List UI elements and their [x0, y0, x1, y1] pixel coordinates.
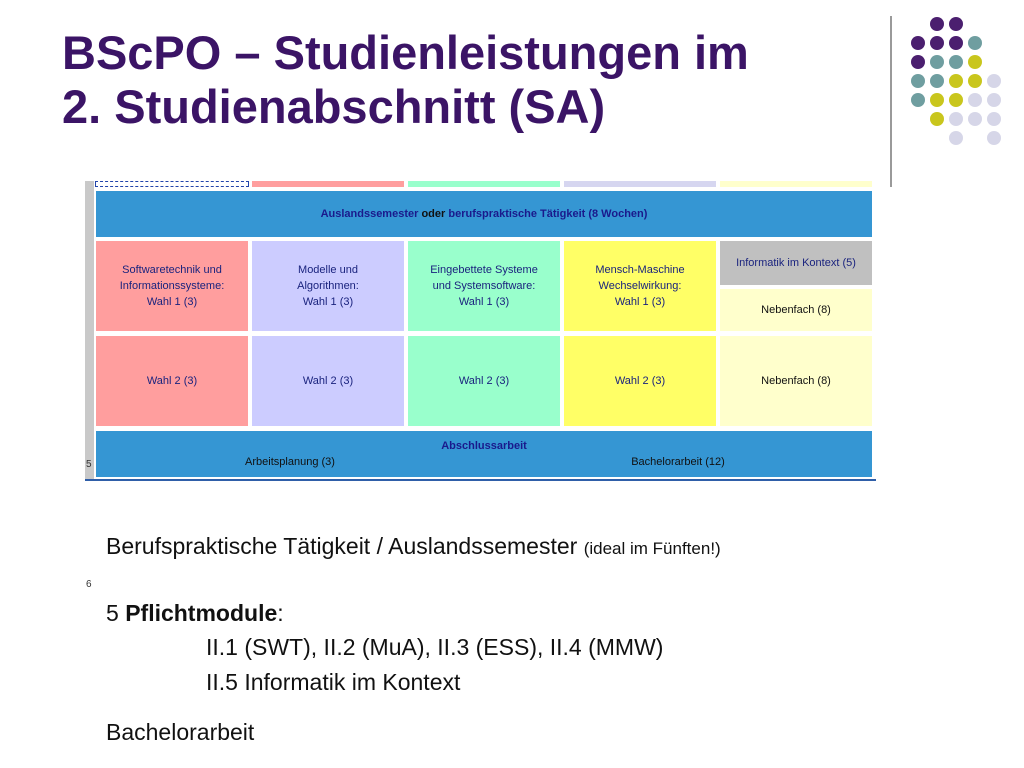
decorative-dot — [987, 93, 1001, 107]
decorative-dot — [968, 93, 982, 107]
prev-row-lavender-cell — [564, 181, 716, 187]
cell-mmw-line1: Mensch-Maschine — [595, 264, 685, 276]
abschlussarbeit-bar — [96, 431, 872, 477]
slide-title-line-1: BScPO – Studienleistungen im — [62, 26, 749, 79]
table-left-strip — [85, 181, 94, 479]
cell-mua-line3: Wahl 1 (3) — [302, 296, 354, 308]
bar-text-praktikum: berufspraktische Tätigkeit (8 Wochen) — [448, 208, 648, 220]
cell-ess-wahl2-label: Wahl 2 (3) — [458, 375, 510, 387]
text-line-informatik-im-kontext: II.5 Informatik im Kontext — [206, 669, 461, 695]
text-line-module-list: II.1 (SWT), II.2 (MuA), II.3 (ESS), II.4 (MMW) — [206, 634, 664, 660]
cell-ess-line1: Eingebettete Systeme — [430, 264, 538, 276]
auslandssemester-bar-text — [321, 206, 648, 222]
text-praktikum-note: (ideal im Fünften!) — [583, 539, 721, 558]
arbeitsplanung-label: Arbeitsplanung (3) — [245, 456, 335, 468]
decorative-dot — [911, 55, 925, 69]
cell-ess-wahl2 — [408, 336, 560, 426]
cell-ess-line2: und Systemsoftware: — [432, 280, 536, 292]
prev-row-pale-cell — [720, 181, 872, 187]
cell-swt-wahl2 — [96, 336, 248, 426]
decorative-dot — [949, 36, 963, 50]
decorative-dot — [987, 74, 1001, 88]
decorative-dot — [930, 36, 944, 50]
decorative-dot — [930, 55, 944, 69]
prev-row-pink-cell — [252, 181, 404, 187]
decorative-dot — [968, 55, 982, 69]
text-line-praktikum — [106, 532, 721, 563]
cell-ess-line3: Wahl 1 (3) — [458, 296, 510, 308]
cell-swt-wahl2-label: Wahl 2 (3) — [146, 375, 198, 387]
table-bottom-rule — [85, 479, 876, 481]
cell-mua-line2: Algorithmen: — [297, 280, 359, 292]
cell-mmw-wahl2 — [564, 336, 716, 426]
prev-row-selected-cell — [95, 181, 249, 187]
cell-swt-line1: Softwaretechnik und — [122, 264, 222, 276]
cell-nebenfach-2 — [720, 336, 872, 426]
decorative-vertical-rule — [890, 16, 892, 187]
cell-mmw-line3: Wahl 1 (3) — [614, 296, 666, 308]
cell-mua-wahl2 — [252, 336, 404, 426]
decorative-dot — [968, 36, 982, 50]
cell-mmw-wahl2-label: Wahl 2 (3) — [614, 375, 666, 387]
slide-title-line-2: 2. Studienabschnitt (SA) — [62, 80, 606, 133]
cell-nebenfach-1 — [720, 289, 872, 331]
text-line-pflichtmodule — [106, 599, 284, 627]
slide-title — [62, 26, 882, 134]
cell-nebenfach-2-label: Nebenfach (8) — [761, 375, 831, 387]
decorative-dot — [968, 74, 982, 88]
decorative-dot — [930, 112, 944, 126]
decorative-dot — [949, 74, 963, 88]
cell-informatik-im-kontext — [720, 241, 872, 285]
cell-mmw-wahl1 — [564, 241, 716, 331]
text-praktikum-main: Berufspraktische Tätigkeit / Auslandssemester — [106, 533, 578, 559]
cell-mua-line1: Modelle und — [298, 264, 358, 276]
cell-mua-wahl2-label: Wahl 2 (3) — [302, 375, 354, 387]
decorative-dot — [949, 17, 963, 31]
decorative-dot — [930, 93, 944, 107]
text-pflichtmodule-count: 5 — [106, 600, 119, 626]
cell-swt-wahl1 — [96, 241, 248, 331]
cell-ess-wahl1 — [408, 241, 560, 331]
prev-row-mint-cell — [408, 181, 560, 187]
decorative-dot — [949, 112, 963, 126]
decorative-dot — [949, 93, 963, 107]
edge-mark-upper: 5 — [86, 459, 92, 470]
cell-mmw-line2: Wechselwirkung: — [598, 280, 682, 292]
cell-swt-line2: Informationssysteme: — [119, 280, 225, 292]
auslandssemester-bar — [96, 191, 872, 237]
decorative-dot — [911, 36, 925, 50]
decorative-dot — [987, 112, 1001, 126]
decorative-dot — [930, 17, 944, 31]
text-line-bachelorarbeit: Bachelorarbeit — [106, 719, 255, 745]
decorative-dot — [911, 93, 925, 107]
bar-text-auslandssemester: Auslandssemester — [320, 208, 419, 220]
decorative-dot — [987, 131, 1001, 145]
decorative-dot — [968, 112, 982, 126]
decorative-dot — [930, 74, 944, 88]
decorative-dot — [911, 74, 925, 88]
abschlussarbeit-title: Abschlussarbeit — [441, 440, 527, 452]
cell-mua-wahl1 — [252, 241, 404, 331]
text-pflichtmodule-bold: Pflichtmodule — [125, 600, 278, 626]
edge-mark-lower: 6 — [86, 579, 92, 590]
cell-iik-label: Informatik im Kontext (5) — [736, 257, 856, 269]
bar-text-oder: oder — [421, 208, 446, 220]
bachelorarbeit-credit-label: Bachelorarbeit (12) — [631, 456, 725, 468]
cell-nebenfach-1-label: Nebenfach (8) — [761, 304, 831, 316]
abschlussarbeit-parts — [96, 454, 872, 470]
decorative-dot — [949, 131, 963, 145]
decorative-dot — [949, 55, 963, 69]
text-pflichtmodule-colon: : — [277, 600, 284, 626]
cell-swt-line3: Wahl 1 (3) — [146, 296, 198, 308]
